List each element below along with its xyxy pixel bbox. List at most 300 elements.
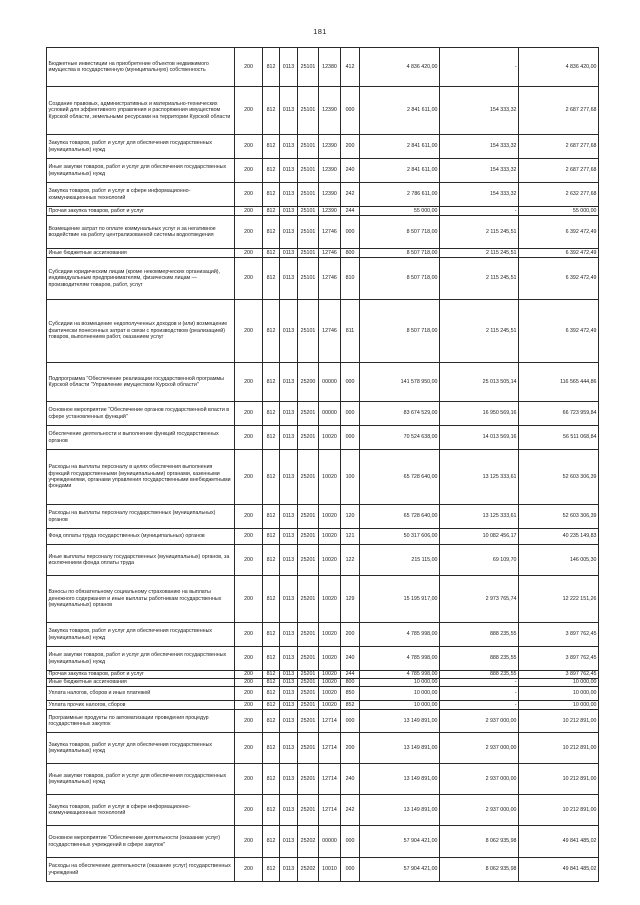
table-row xyxy=(47,826,599,858)
income-code-cell: 200 xyxy=(235,795,263,826)
expense-name-cell: Уплата налогов, сборов и иных платежей xyxy=(47,687,235,701)
remaining-amount-cell: 52 603 306,39 xyxy=(519,505,599,529)
program-code-cell: 25201 xyxy=(298,733,319,764)
admin-code-cell: 812 xyxy=(263,795,280,826)
table-row xyxy=(47,795,599,826)
program-code-cell: 25201 xyxy=(298,671,319,679)
approved-amount-cell: 8 507 718,00 xyxy=(360,216,440,249)
admin-code-cell: 812 xyxy=(263,402,280,426)
program-code-cell: 25201 xyxy=(298,795,319,826)
section-code-cell: 0113 xyxy=(280,826,298,858)
expense-type-code-cell: 200 xyxy=(341,623,360,647)
program-code-cell: 25201 xyxy=(298,505,319,529)
remaining-amount-cell: 56 511 068,84 xyxy=(519,426,599,450)
remaining-amount-cell: 2 632 277,68 xyxy=(519,183,599,207)
executed-amount-cell: - xyxy=(440,687,519,701)
direction-code-cell: 00000 xyxy=(319,826,341,858)
expense-name-cell: Иные бюджетные ассигнования xyxy=(47,679,235,687)
expense-type-code-cell: 129 xyxy=(341,576,360,623)
table-row xyxy=(47,207,599,216)
executed-amount-cell: 888 235,55 xyxy=(440,671,519,679)
expense-name-cell: Иные бюджетные ассигнования xyxy=(47,249,235,258)
direction-code-cell: 10020 xyxy=(319,647,341,671)
expense-name-cell: Фонд оплаты труда государственных (муниципальных) органов xyxy=(47,529,235,545)
program-code-cell: 25101 xyxy=(298,159,319,183)
section-code-cell: 0113 xyxy=(280,505,298,529)
table-row xyxy=(47,647,599,671)
executed-amount-cell: 2 937 000,00 xyxy=(440,764,519,795)
approved-amount-cell: 65 728 640,00 xyxy=(360,450,440,505)
approved-amount-cell: 65 728 640,00 xyxy=(360,505,440,529)
executed-amount-cell: 16 950 569,16 xyxy=(440,402,519,426)
expense-type-code-cell: 000 xyxy=(341,826,360,858)
program-code-cell: 25201 xyxy=(298,545,319,576)
expense-type-code-cell: 852 xyxy=(341,701,360,710)
section-code-cell: 0113 xyxy=(280,207,298,216)
approved-amount-cell: 10 000,00 xyxy=(360,679,440,687)
income-code-cell: 200 xyxy=(235,545,263,576)
section-code-cell: 0113 xyxy=(280,679,298,687)
table-row xyxy=(47,87,599,135)
income-code-cell: 200 xyxy=(235,826,263,858)
program-code-cell: 25201 xyxy=(298,710,319,733)
direction-code-cell: 10020 xyxy=(319,576,341,623)
expense-name-cell: Бюджетные инвестиции на приобретение объектов недвижимого имущества в государственную (муниципальную) собственность xyxy=(47,48,235,87)
table-row xyxy=(47,135,599,159)
income-code-cell: 200 xyxy=(235,207,263,216)
income-code-cell: 200 xyxy=(235,529,263,545)
expense-type-code-cell: 000 xyxy=(341,710,360,733)
section-code-cell: 0113 xyxy=(280,402,298,426)
admin-code-cell: 812 xyxy=(263,858,280,882)
approved-amount-cell: 8 507 718,00 xyxy=(360,258,440,300)
admin-code-cell: 812 xyxy=(263,258,280,300)
table-row xyxy=(47,426,599,450)
expense-type-code-cell: 850 xyxy=(341,687,360,701)
executed-amount-cell: 2 115 245,51 xyxy=(440,216,519,249)
remaining-amount-cell: 6 392 472,49 xyxy=(519,300,599,363)
program-code-cell: 25201 xyxy=(298,623,319,647)
direction-code-cell: 12746 xyxy=(319,258,341,300)
income-code-cell: 200 xyxy=(235,647,263,671)
income-code-cell: 200 xyxy=(235,48,263,87)
table-row xyxy=(47,545,599,576)
table-row xyxy=(47,402,599,426)
executed-amount-cell: 13 125 333,61 xyxy=(440,450,519,505)
executed-amount-cell: 888 235,55 xyxy=(440,647,519,671)
expense-type-code-cell: 000 xyxy=(341,216,360,249)
table-row xyxy=(47,363,599,402)
admin-code-cell: 812 xyxy=(263,249,280,258)
executed-amount-cell: 25 013 505,14 xyxy=(440,363,519,402)
budget-table xyxy=(46,47,599,882)
expense-name-cell: Иные закупки товаров, работ и услуг для обеспечения государственных (муниципальных) нужд xyxy=(47,647,235,671)
executed-amount-cell: 154 333,32 xyxy=(440,87,519,135)
section-code-cell: 0113 xyxy=(280,216,298,249)
expense-name-cell: Обеспечение деятельности и выполнение функций государственных органов xyxy=(47,426,235,450)
admin-code-cell: 812 xyxy=(263,701,280,710)
admin-code-cell: 812 xyxy=(263,679,280,687)
direction-code-cell: 12390 xyxy=(319,159,341,183)
income-code-cell: 200 xyxy=(235,710,263,733)
admin-code-cell: 812 xyxy=(263,826,280,858)
approved-amount-cell: 4 836 420,00 xyxy=(360,48,440,87)
executed-amount-cell: 2 937 000,00 xyxy=(440,795,519,826)
expense-type-code-cell: 121 xyxy=(341,529,360,545)
budget-table-body xyxy=(47,48,599,882)
direction-code-cell: 12380 xyxy=(319,48,341,87)
remaining-amount-cell: 55 000,00 xyxy=(519,207,599,216)
remaining-amount-cell: 12 222 151,26 xyxy=(519,576,599,623)
section-code-cell: 0113 xyxy=(280,647,298,671)
admin-code-cell: 812 xyxy=(263,576,280,623)
income-code-cell: 200 xyxy=(235,300,263,363)
remaining-amount-cell: 2 687 277,68 xyxy=(519,159,599,183)
program-code-cell: 25201 xyxy=(298,450,319,505)
direction-code-cell: 10010 xyxy=(319,858,341,882)
section-code-cell: 0113 xyxy=(280,48,298,87)
income-code-cell: 200 xyxy=(235,258,263,300)
expense-name-cell: Закупка товаров, работ и услуг в сфере информационно-коммуникационных технологий xyxy=(47,183,235,207)
executed-amount-cell: - xyxy=(440,207,519,216)
admin-code-cell: 812 xyxy=(263,450,280,505)
admin-code-cell: 812 xyxy=(263,529,280,545)
income-code-cell: 200 xyxy=(235,623,263,647)
income-code-cell: 200 xyxy=(235,505,263,529)
income-code-cell: 200 xyxy=(235,671,263,679)
admin-code-cell: 812 xyxy=(263,733,280,764)
approved-amount-cell: 4 785 998,00 xyxy=(360,623,440,647)
expense-type-code-cell: 240 xyxy=(341,159,360,183)
expense-name-cell: Программные продукты по автоматизации проведения процедур государственных закупок xyxy=(47,710,235,733)
remaining-amount-cell: 4 836 420,00 xyxy=(519,48,599,87)
approved-amount-cell: 57 904 421,00 xyxy=(360,826,440,858)
expense-name-cell: Расходы на выплаты персоналу в целях обеспечения выполнения функций государственными (муниципальными) органами, казенными учреждениями, органами управления государственными внебюджетными фондами xyxy=(47,450,235,505)
approved-amount-cell: 2 841 611,00 xyxy=(360,87,440,135)
expense-name-cell: Расходы на обеспечение деятельности (оказание услуг) государственных учреждений xyxy=(47,858,235,882)
program-code-cell: 25101 xyxy=(298,207,319,216)
program-code-cell: 25101 xyxy=(298,183,319,207)
expense-type-code-cell: 810 xyxy=(341,258,360,300)
program-code-cell: 25201 xyxy=(298,687,319,701)
table-row xyxy=(47,733,599,764)
admin-code-cell: 812 xyxy=(263,300,280,363)
admin-code-cell: 812 xyxy=(263,48,280,87)
section-code-cell: 0113 xyxy=(280,249,298,258)
direction-code-cell: 10020 xyxy=(319,426,341,450)
expense-type-code-cell: 800 xyxy=(341,249,360,258)
approved-amount-cell: 13 149 891,00 xyxy=(360,710,440,733)
remaining-amount-cell: 66 723 959,84 xyxy=(519,402,599,426)
program-code-cell: 25202 xyxy=(298,858,319,882)
admin-code-cell: 812 xyxy=(263,710,280,733)
approved-amount-cell: 70 524 638,00 xyxy=(360,426,440,450)
direction-code-cell: 10020 xyxy=(319,671,341,679)
program-code-cell: 25101 xyxy=(298,48,319,87)
remaining-amount-cell: 52 603 306,39 xyxy=(519,450,599,505)
remaining-amount-cell: 2 687 277,68 xyxy=(519,87,599,135)
section-code-cell: 0113 xyxy=(280,450,298,505)
section-code-cell: 0113 xyxy=(280,545,298,576)
admin-code-cell: 812 xyxy=(263,159,280,183)
approved-amount-cell: 2 841 611,00 xyxy=(360,159,440,183)
expense-type-code-cell: 242 xyxy=(341,795,360,826)
expense-name-cell: Основное мероприятие "Обеспечение деятельности (оказание услуг) государственных учреждений в сфере закупок" xyxy=(47,826,235,858)
expense-name-cell: Создание правовых, административных и материально-технических условий для эффективного управления и распоряжения имуществом Курской области, земельными ресурсами на территории Курской области xyxy=(47,87,235,135)
remaining-amount-cell: 49 841 485,02 xyxy=(519,826,599,858)
remaining-amount-cell: 49 841 485,02 xyxy=(519,858,599,882)
table-row xyxy=(47,764,599,795)
program-code-cell: 25201 xyxy=(298,402,319,426)
admin-code-cell: 812 xyxy=(263,135,280,159)
page-number: 181 xyxy=(313,27,327,36)
expense-type-code-cell: 811 xyxy=(341,300,360,363)
expense-type-code-cell: 200 xyxy=(341,733,360,764)
direction-code-cell: 00000 xyxy=(319,363,341,402)
expense-type-code-cell: 122 xyxy=(341,545,360,576)
expense-name-cell: Субсидии на возмещение недополученных доходов и (или) возмещение фактически понесенных затрат в связи с производством (реализацией) товаров, выполнением работ, оказанием услуг xyxy=(47,300,235,363)
table-row xyxy=(47,249,599,258)
executed-amount-cell: 154 333,32 xyxy=(440,159,519,183)
approved-amount-cell: 13 149 891,00 xyxy=(360,795,440,826)
program-code-cell: 25101 xyxy=(298,300,319,363)
section-code-cell: 0113 xyxy=(280,858,298,882)
expense-name-cell: Взносы по обязательному социальному страхованию на выплаты денежного содержания и иные выплаты работникам государственных (муниципальных) органов xyxy=(47,576,235,623)
approved-amount-cell: 50 317 606,00 xyxy=(360,529,440,545)
section-code-cell: 0113 xyxy=(280,795,298,826)
direction-code-cell: 10020 xyxy=(319,687,341,701)
direction-code-cell: 10020 xyxy=(319,450,341,505)
executed-amount-cell: - xyxy=(440,701,519,710)
executed-amount-cell: 8 062 935,98 xyxy=(440,826,519,858)
executed-amount-cell: 2 115 245,51 xyxy=(440,258,519,300)
executed-amount-cell: 2 115 245,51 xyxy=(440,249,519,258)
expense-type-code-cell: 000 xyxy=(341,87,360,135)
income-code-cell: 200 xyxy=(235,426,263,450)
section-code-cell: 0113 xyxy=(280,701,298,710)
admin-code-cell: 812 xyxy=(263,505,280,529)
remaining-amount-cell: 6 392 472,49 xyxy=(519,249,599,258)
income-code-cell: 200 xyxy=(235,402,263,426)
remaining-amount-cell: 3 897 762,45 xyxy=(519,671,599,679)
expense-name-cell: Субсидии юридическим лицам (кроме некоммерческих организаций), индивидуальным предпринимателям, физическим лицам — производителям товаров, работ, услуг xyxy=(47,258,235,300)
section-code-cell: 0113 xyxy=(280,258,298,300)
approved-amount-cell: 15 195 917,00 xyxy=(360,576,440,623)
program-code-cell: 25201 xyxy=(298,679,319,687)
approved-amount-cell: 2 841 611,00 xyxy=(360,135,440,159)
executed-amount-cell: 154 333,32 xyxy=(440,135,519,159)
executed-amount-cell: 154 333,32 xyxy=(440,183,519,207)
program-code-cell: 25200 xyxy=(298,363,319,402)
direction-code-cell: 12714 xyxy=(319,795,341,826)
expense-name-cell: Закупка товаров, работ и услуг в сфере информационно-коммуникационных технологий xyxy=(47,795,235,826)
admin-code-cell: 812 xyxy=(263,623,280,647)
table-row xyxy=(47,258,599,300)
table-row xyxy=(47,576,599,623)
income-code-cell: 200 xyxy=(235,450,263,505)
expense-name-cell: Закупка товаров, работ и услуг для обеспечения государственных (муниципальных) нужд xyxy=(47,733,235,764)
direction-code-cell: 12390 xyxy=(319,207,341,216)
program-code-cell: 25101 xyxy=(298,216,319,249)
approved-amount-cell: 2 786 611,00 xyxy=(360,183,440,207)
direction-code-cell: 10020 xyxy=(319,529,341,545)
direction-code-cell: 10020 xyxy=(319,701,341,710)
section-code-cell: 0113 xyxy=(280,687,298,701)
table-row xyxy=(47,183,599,207)
direction-code-cell: 12390 xyxy=(319,87,341,135)
remaining-amount-cell: 10 000,00 xyxy=(519,687,599,701)
expense-type-code-cell: 244 xyxy=(341,207,360,216)
income-code-cell: 200 xyxy=(235,159,263,183)
program-code-cell: 25201 xyxy=(298,764,319,795)
expense-name-cell: Иные закупки товаров, работ и услуг для обеспечения государственных (муниципальных) нужд xyxy=(47,159,235,183)
executed-amount-cell: 14 013 569,16 xyxy=(440,426,519,450)
program-code-cell: 25202 xyxy=(298,826,319,858)
table-row xyxy=(47,300,599,363)
section-code-cell: 0113 xyxy=(280,764,298,795)
remaining-amount-cell: 10 212 891,00 xyxy=(519,795,599,826)
table-row xyxy=(47,216,599,249)
admin-code-cell: 812 xyxy=(263,647,280,671)
direction-code-cell: 12746 xyxy=(319,216,341,249)
section-code-cell: 0113 xyxy=(280,426,298,450)
admin-code-cell: 812 xyxy=(263,87,280,135)
expense-type-code-cell: 100 xyxy=(341,450,360,505)
remaining-amount-cell: 10 000,00 xyxy=(519,701,599,710)
expense-type-code-cell: 000 xyxy=(341,363,360,402)
direction-code-cell: 12714 xyxy=(319,733,341,764)
remaining-amount-cell: 3 897 762,45 xyxy=(519,647,599,671)
income-code-cell: 200 xyxy=(235,216,263,249)
section-code-cell: 0113 xyxy=(280,135,298,159)
table-row xyxy=(47,858,599,882)
program-code-cell: 25201 xyxy=(298,426,319,450)
approved-amount-cell: 4 785 998,00 xyxy=(360,647,440,671)
direction-code-cell: 12746 xyxy=(319,249,341,258)
remaining-amount-cell: 6 392 472,49 xyxy=(519,258,599,300)
expense-name-cell: Уплата прочих налогов, сборов xyxy=(47,701,235,710)
program-code-cell: 25101 xyxy=(298,258,319,300)
expense-type-code-cell: 200 xyxy=(341,135,360,159)
program-code-cell: 25201 xyxy=(298,647,319,671)
direction-code-cell: 10020 xyxy=(319,679,341,687)
executed-amount-cell: - xyxy=(440,679,519,687)
section-code-cell: 0113 xyxy=(280,159,298,183)
income-code-cell: 200 xyxy=(235,858,263,882)
table-row xyxy=(47,48,599,87)
approved-amount-cell: 8 507 718,00 xyxy=(360,300,440,363)
expense-type-code-cell: 000 xyxy=(341,426,360,450)
executed-amount-cell: - xyxy=(440,48,519,87)
approved-amount-cell: 10 000,00 xyxy=(360,687,440,701)
direction-code-cell: 12714 xyxy=(319,710,341,733)
expense-name-cell: Прочая закупка товаров, работ и услуг xyxy=(47,207,235,216)
table-row xyxy=(47,710,599,733)
remaining-amount-cell: 2 687 277,68 xyxy=(519,135,599,159)
income-code-cell: 200 xyxy=(235,679,263,687)
expense-type-code-cell: 242 xyxy=(341,183,360,207)
program-code-cell: 25101 xyxy=(298,135,319,159)
income-code-cell: 200 xyxy=(235,764,263,795)
expense-name-cell: Основное мероприятие "Обеспечение органов государственной власти в сфере установленных функций" xyxy=(47,402,235,426)
admin-code-cell: 812 xyxy=(263,764,280,795)
executed-amount-cell: 2 937 000,00 xyxy=(440,710,519,733)
income-code-cell: 200 xyxy=(235,87,263,135)
income-code-cell: 200 xyxy=(235,363,263,402)
remaining-amount-cell: 10 212 891,00 xyxy=(519,710,599,733)
remaining-amount-cell: 40 235 149,83 xyxy=(519,529,599,545)
program-code-cell: 25201 xyxy=(298,701,319,710)
direction-code-cell: 10020 xyxy=(319,623,341,647)
executed-amount-cell: 8 062 935,98 xyxy=(440,858,519,882)
approved-amount-cell: 83 674 529,00 xyxy=(360,402,440,426)
table-row xyxy=(47,159,599,183)
income-code-cell: 200 xyxy=(235,701,263,710)
expense-type-code-cell: 800 xyxy=(341,679,360,687)
direction-code-cell: 10020 xyxy=(319,505,341,529)
executed-amount-cell: 2 115 245,51 xyxy=(440,300,519,363)
admin-code-cell: 812 xyxy=(263,363,280,402)
income-code-cell: 200 xyxy=(235,733,263,764)
income-code-cell: 200 xyxy=(235,576,263,623)
expense-name-cell: Прочая закупка товаров, работ и услуг xyxy=(47,671,235,679)
approved-amount-cell: 57 904 421,00 xyxy=(360,858,440,882)
remaining-amount-cell: 146 005,30 xyxy=(519,545,599,576)
table-row xyxy=(47,679,599,687)
admin-code-cell: 812 xyxy=(263,183,280,207)
approved-amount-cell: 13 149 891,00 xyxy=(360,733,440,764)
expense-type-code-cell: 412 xyxy=(341,48,360,87)
section-code-cell: 0113 xyxy=(280,183,298,207)
direction-code-cell: 10020 xyxy=(319,545,341,576)
direction-code-cell: 12390 xyxy=(319,135,341,159)
approved-amount-cell: 13 149 891,00 xyxy=(360,764,440,795)
income-code-cell: 200 xyxy=(235,687,263,701)
section-code-cell: 0113 xyxy=(280,710,298,733)
admin-code-cell: 812 xyxy=(263,216,280,249)
approved-amount-cell: 10 000,00 xyxy=(360,701,440,710)
section-code-cell: 0113 xyxy=(280,300,298,363)
income-code-cell: 200 xyxy=(235,249,263,258)
table-row xyxy=(47,701,599,710)
expense-name-cell: Закупка товаров, работ и услуг для обеспечения государственных (муниципальных) нужд xyxy=(47,135,235,159)
remaining-amount-cell: 3 897 762,45 xyxy=(519,623,599,647)
approved-amount-cell: 141 578 950,00 xyxy=(360,363,440,402)
table-row xyxy=(47,623,599,647)
expense-name-cell: Возмещение затрат по оплате коммунальных услуг и за негативное воздействие на работу централизованной системы водоотведения xyxy=(47,216,235,249)
expense-name-cell: Расходы на выплаты персоналу государственных (муниципальных) органов xyxy=(47,505,235,529)
expense-name-cell: Закупка товаров, работ и услуг для обеспечения государственных (муниципальных) нужд xyxy=(47,623,235,647)
program-code-cell: 25101 xyxy=(298,87,319,135)
section-code-cell: 0113 xyxy=(280,529,298,545)
section-code-cell: 0113 xyxy=(280,733,298,764)
executed-amount-cell: 888 235,55 xyxy=(440,623,519,647)
table-row xyxy=(47,671,599,679)
direction-code-cell: 12746 xyxy=(319,300,341,363)
expense-type-code-cell: 244 xyxy=(341,671,360,679)
program-code-cell: 25101 xyxy=(298,249,319,258)
income-code-cell: 200 xyxy=(235,135,263,159)
program-code-cell: 25201 xyxy=(298,576,319,623)
program-code-cell: 25201 xyxy=(298,529,319,545)
approved-amount-cell: 8 507 718,00 xyxy=(360,249,440,258)
executed-amount-cell: 13 125 333,61 xyxy=(440,505,519,529)
section-code-cell: 0113 xyxy=(280,363,298,402)
remaining-amount-cell: 10 000,00 xyxy=(519,679,599,687)
expense-name-cell: Иные закупки товаров, работ и услуг для обеспечения государственных (муниципальных) нужд xyxy=(47,764,235,795)
table-row xyxy=(47,529,599,545)
approved-amount-cell: 215 115,00 xyxy=(360,545,440,576)
